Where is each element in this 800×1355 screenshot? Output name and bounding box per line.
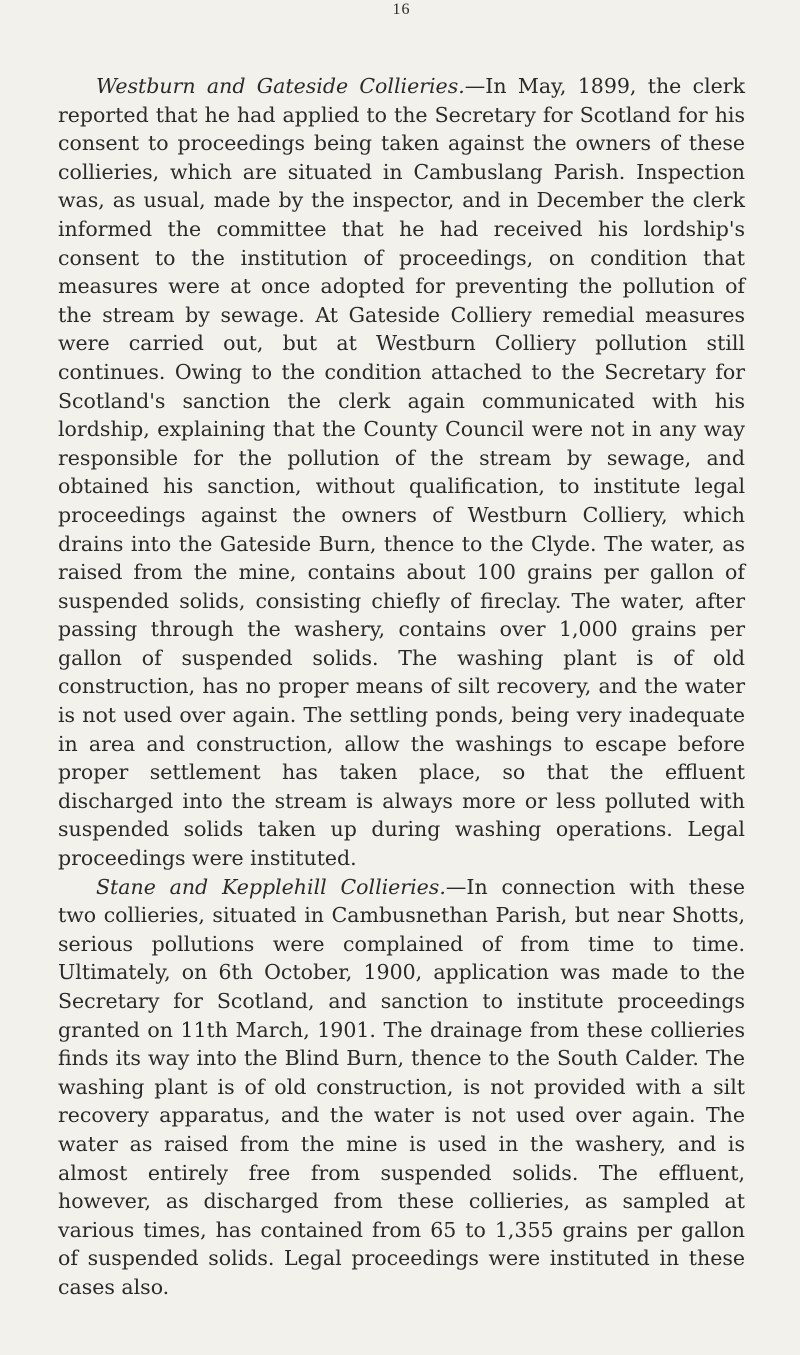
section-body-stane-kepplehill: —In connection with these two collieries, situated in Cambusnethan Parish, but near Shotts, serious pollutions were complained of from time to time. Ultimately, on 6th October, 1900, application was made to the Secretary for Scotland, and sanction to institute proceedings granted on 11th March, 1901. The drainage from these collieries finds its way into the Blind Burn, thence to the South Calder. The washing plant is of old construction, is not provided with a silt recovery apparatus, and the water is not used over again. The water as raised from the mine is used in the washery, and is almost entirely free from suspended solids. The effluent, however, as discharged from these collieries, as sampled at various times, has contained from 65 to 1,355 grains per gallon of suspended solids. Legal proceedings were instituted in these cases also. bbox=[58, 874, 745, 1299]
section-body-westburn-gateside: —In May, 1899, the clerk reported that he had applied to the Secretary for Scotland for his consent to proceedings being taken against the owners of these collieries, which are situated in Cambuslang Parish. Inspection was, as usual, made by the inspector, and in December the clerk informed the committee that he had received his lordship's consent to the institution of proceedings, on condition that measures were at once adopted for preventing the pollution of the stream by sewage. At Gateside Colliery remedial measures were carried out, but at Westburn Colliery pollution still continues. Owing to the condition attached to the Secretary for Scotland's sanction the clerk again communicated with his lordship, explaining that the County Council were not in any way responsible for the pollution of the stream by sewage, and obtained his sanction, without qualification, to institute legal proceedings against the owners of Westburn Colliery, which drains into the Gateside Burn, thence to the Clyde. The water, as raised from the mine, contains about 100 grains per gallon of suspended solids, consisting chiefly of fireclay. The water, after passing through the washery, contains over 1,000 grains per gallon of suspended solids. The washing plant is of old construction, has no proper means of silt recovery, and the water is not used over again. The settling ponds, being very inadequate in area and construction, allow the washings to escape before proper settlement has taken place, so that the effluent discharged into the stream is always more or less polluted with suspended solids taken up during washing operations. Legal proceedings were instituted. bbox=[58, 74, 745, 871]
page-number: 16 bbox=[392, 1, 411, 18]
section-heading-stane-kepplehill: Stane and Kepplehill Collieries. bbox=[96, 874, 446, 899]
paragraph-stane-kepplehill bbox=[58, 873, 745, 1302]
section-heading-westburn-gateside: Westburn and Gateside Collieries. bbox=[96, 74, 465, 98]
paragraph-westburn-gateside bbox=[58, 72, 745, 873]
